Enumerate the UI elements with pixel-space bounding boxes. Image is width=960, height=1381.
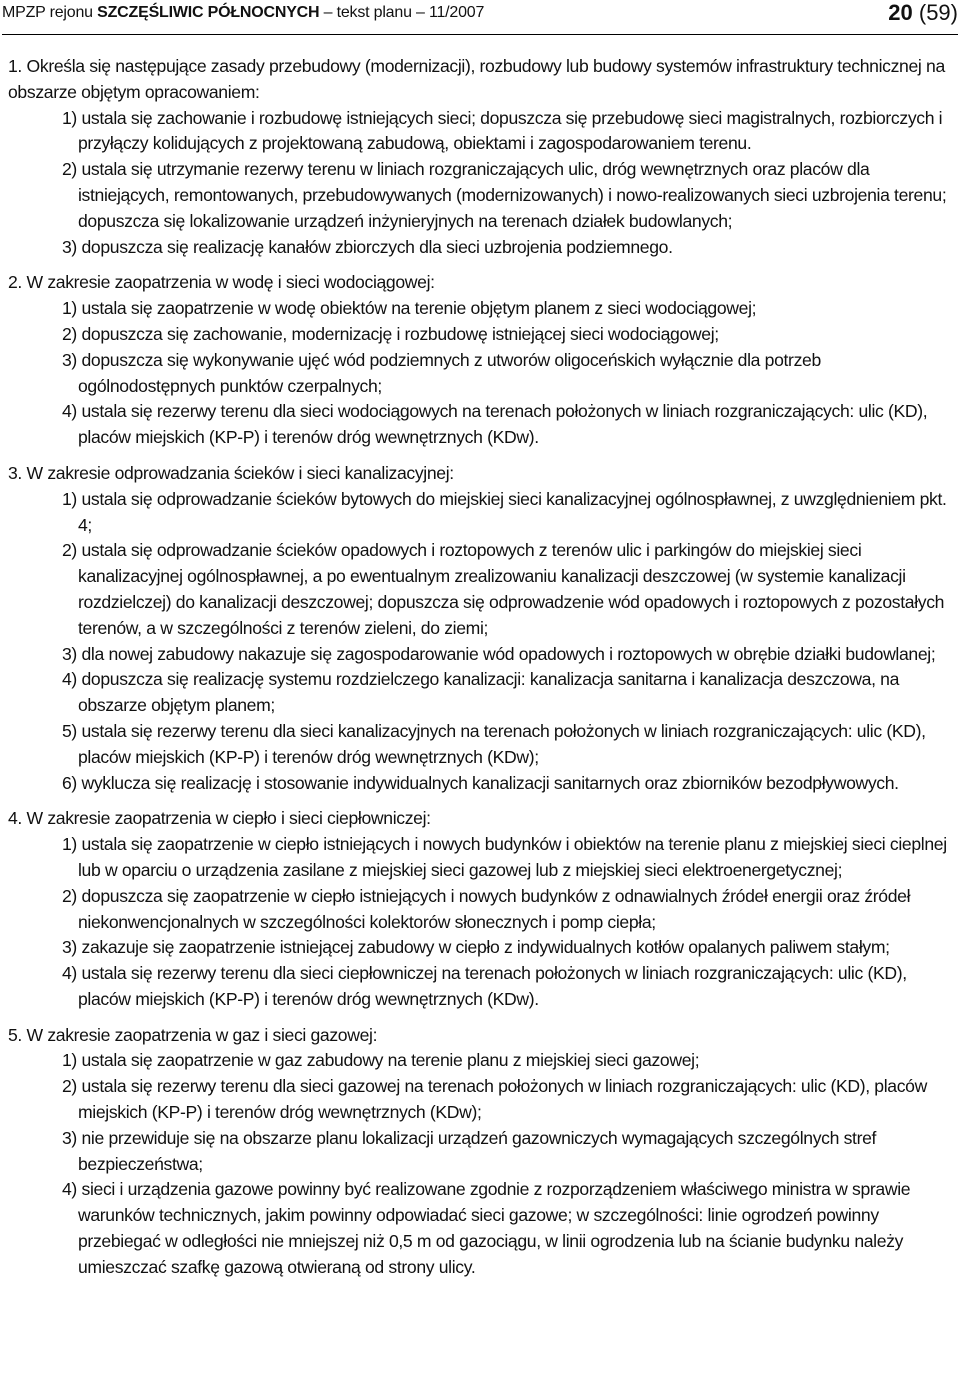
- item-number: 2): [62, 323, 77, 344]
- item-text: wyklucza się realizację i stosowanie indywidualnych kanalizacji sanitarnych oraz zbiorników bezodpływowych.: [81, 772, 899, 793]
- item-text: sieci i urządzenia gazowe powinny być realizowane zgodnie z rozporządzeniem właściwego ministra w sprawie warunków technicznych, jakim powinny odpowiadać sieci gazowe; w szczególności: linie ogrodzeń powinny przebiegać w odległości nie mniejszej niż 0,5 m od gazociągu, w linii ogrodzenia lub na ścianie budynku należy umieszczać szafkę gazową otwieraną od strony ulicy.: [78, 1179, 911, 1277]
- item-text: dopuszcza się zaopatrzenie w ciepło istniejących i nowych budynków z odnawialnych źródeł energii oraz źródeł niekonwencjonalnych w szczególności kolektorów słonecznych i pomp ciepła;: [78, 885, 911, 932]
- list-item: [0, 538, 960, 641]
- item-text: dopuszcza się realizację systemu rozdzielczego kanalizacji: kanalizacja sanitarna i kanalizacja deszczowa, na obszarze objętym planem;: [78, 669, 900, 716]
- document-title: [2, 4, 484, 22]
- page-number-block: [888, 0, 958, 26]
- list-item: [0, 667, 960, 719]
- item-number: 3): [62, 937, 77, 958]
- section-number: 4.: [8, 808, 22, 829]
- section-heading-text: W zakresie zaopatrzenia w ciepło i sieci ciepłowniczej:: [26, 808, 431, 829]
- section-heading-text: W zakresie odprowadzania ścieków i sieci kanalizacyjnej:: [26, 462, 454, 483]
- item-number: 1): [62, 488, 77, 509]
- section-number: 5.: [8, 1024, 22, 1045]
- document-title-suffix: – tekst planu – 11/2007: [319, 4, 485, 21]
- section-4: [0, 806, 960, 1012]
- item-number: 3): [62, 643, 77, 664]
- list-item: [0, 719, 960, 771]
- item-number: 1): [62, 834, 77, 855]
- list-item: [0, 832, 960, 884]
- section-heading: [0, 461, 960, 487]
- item-number: 4): [62, 963, 77, 984]
- section-heading-text: W zakresie zaopatrzenia w gaz i sieci gazowej:: [26, 1024, 378, 1045]
- item-number: 1): [62, 298, 77, 319]
- item-text: dopuszcza się wykonywanie ujęć wód podziemnych z utworów oligoceńskich wyłącznie dla potrzeb ogólnodostępnych punktów czerpalnych;: [78, 349, 821, 396]
- page-header: [2, 0, 958, 35]
- list-item: [0, 348, 960, 400]
- list-item: [0, 1177, 960, 1280]
- section-number: 2.: [8, 272, 22, 293]
- item-text: ustala się utrzymanie rezerwy terenu w liniach rozgraniczających ulic, dróg wewnętrznych oraz placów dla istniejących, remontowanych, przebudowywanych (modernizowanych) i nowo-realizowanych sieci uzbrojenia terenu; dopuszcza się lokalizowanie urządzeń inżynieryjnych na terenach działek budowlanych;: [78, 159, 947, 231]
- item-number: 2): [62, 540, 77, 561]
- list-item: [0, 642, 960, 668]
- list-item: [0, 235, 960, 261]
- item-number: 5): [62, 720, 77, 741]
- list-item: [0, 296, 960, 322]
- section-heading: [0, 806, 960, 832]
- item-number: 3): [62, 236, 77, 257]
- list-item: [0, 1074, 960, 1126]
- item-text: ustala się zaopatrzenie w gaz zabudowy na terenie planu z miejskiej sieci gazowej;: [81, 1050, 700, 1071]
- section-3: [0, 461, 960, 796]
- section-heading-text: W zakresie zaopatrzenia w wodę i sieci wodociągowej:: [26, 272, 435, 293]
- section-heading: [0, 54, 960, 106]
- item-text: ustala się odprowadzanie ścieków bytowych do miejskiej sieci kanalizacyjnej ogólnospławnej, z uwzględnieniem pkt. 4;: [78, 488, 947, 535]
- list-item: [0, 1126, 960, 1178]
- list-item: [0, 771, 960, 797]
- item-text: ustala się rezerwy terenu dla sieci wodociągowych na terenach położonych w liniach rozgraniczających: ulic (KD), placów miejskich (KP-P) i terenów dróg wewnętrznych (KDw).: [78, 401, 928, 448]
- document-title-prefix: MPZP rejonu: [2, 4, 98, 21]
- item-number: 4): [62, 401, 77, 422]
- item-text: ustala się rezerwy terenu dla sieci ciepłowniczej na terenach położonych w liniach rozgraniczających: ulic (KD), placów miejskich (KP-P) i terenów dróg wewnętrznych (KDw).: [78, 963, 907, 1009]
- section-heading: [0, 270, 960, 296]
- list-item: [0, 487, 960, 539]
- section-number: 1.: [8, 56, 22, 76]
- item-text: ustala się rezerwy terenu dla sieci gazowej na terenach położonych w liniach rozgraniczających: ulic (KD), placów miejskich (KP-P) i terenów dróg wewnętrznych (KDw);: [78, 1076, 927, 1123]
- item-number: 2): [62, 159, 77, 180]
- list-item: [0, 884, 960, 936]
- list-item: [0, 322, 960, 348]
- list-item: [0, 157, 960, 234]
- item-text: ustala się zaopatrzenie w wodę obiektów na terenie objętym planem z sieci wodociągowej;: [81, 298, 757, 319]
- item-text: ustala się zaopatrzenie w ciepło istniejących i nowych budynków i obiektów na terenie planu z miejskiej sieci cieplnej lub w oparciu o urządzenia zasilane z miejskiej sieci gazowej lub z miejskiej sieci elektroenergetycznej;: [78, 834, 947, 880]
- item-text: ustala się zachowanie i rozbudowę istniejących sieci; dopuszcza się przebudowę sieci magistralnych, rozbiorczych i przyłączy kolidujących z projektowaną zabudową, obiektami i zagospodarowaniem terenu.: [78, 107, 943, 154]
- list-item: [0, 961, 960, 1013]
- item-text: nie przewiduje się na obszarze planu lokalizacji urządzeń gazowniczych wymagających szczególnych stref bezpieczeństwa;: [78, 1127, 877, 1174]
- item-text: dopuszcza się realizację kanałów zbiorczych dla sieci uzbrojenia podziemnego.: [81, 236, 673, 257]
- item-text: zakazuje się zaopatrzenie istniejącej zabudowy w ciepło z indywidualnych kotłów opalanych paliwem stałym;: [81, 937, 890, 958]
- item-number: 4): [62, 1179, 77, 1200]
- item-text: dopuszcza się zachowanie, modernizację i rozbudowę istniejącej sieci wodociągowej;: [81, 323, 719, 344]
- section-2: [0, 270, 960, 451]
- item-text: ustala się odprowadzanie ścieków opadowych i roztopowych z terenów ulic i parkingów do miejskiej sieci kanalizacyjnej ogólnospławnej, a po ewentualnym zrealizowaniu kanalizacji deszczowej (w systemie kanalizacji rozdzielczej) do kanalizacji deszczowej; dopuszcza się odprowadzenie wód opadowych i roztopowych z pozostałych terenów, a w szczególności z terenów zieleni, do ziemi;: [78, 540, 945, 638]
- item-number: 6): [62, 772, 77, 793]
- list-item: [0, 399, 960, 451]
- list-item: [0, 1048, 960, 1074]
- item-number: 1): [62, 1050, 77, 1071]
- item-number: 1): [62, 107, 77, 128]
- item-text: dla nowej zabudowy nakazuje się zagospodarowanie wód opadowych i roztopowych w obrębie działki budowlanej;: [81, 643, 936, 664]
- item-number: 2): [62, 885, 77, 906]
- item-number: 3): [62, 1127, 77, 1148]
- document-body: [0, 54, 960, 1291]
- section-1: [0, 54, 960, 260]
- section-heading-text: Określa się następujące zasady przebudowy (modernizacji), rozbudowy lub budowy systemów infrastruktury technicznej na obszarze objętym opracowaniem:: [8, 56, 945, 102]
- list-item: [0, 106, 960, 158]
- list-item: [0, 935, 960, 961]
- item-text: ustala się rezerwy terenu dla sieci kanalizacyjnych na terenach położonych w liniach rozgraniczających: ulic (KD), placów miejskich (KP-P) i terenów dróg wewnętrznych (KDw);: [78, 720, 926, 767]
- item-number: 4): [62, 669, 77, 690]
- section-heading: [0, 1023, 960, 1049]
- page-total: (59): [918, 0, 958, 25]
- section-number: 3.: [8, 462, 22, 483]
- document-title-area: SZCZĘŚLIWIC PÓŁNOCNYCH: [97, 4, 320, 21]
- item-number: 2): [62, 1076, 77, 1097]
- page-number: 20: [888, 0, 913, 25]
- section-5: [0, 1023, 960, 1281]
- item-number: 3): [62, 349, 77, 370]
